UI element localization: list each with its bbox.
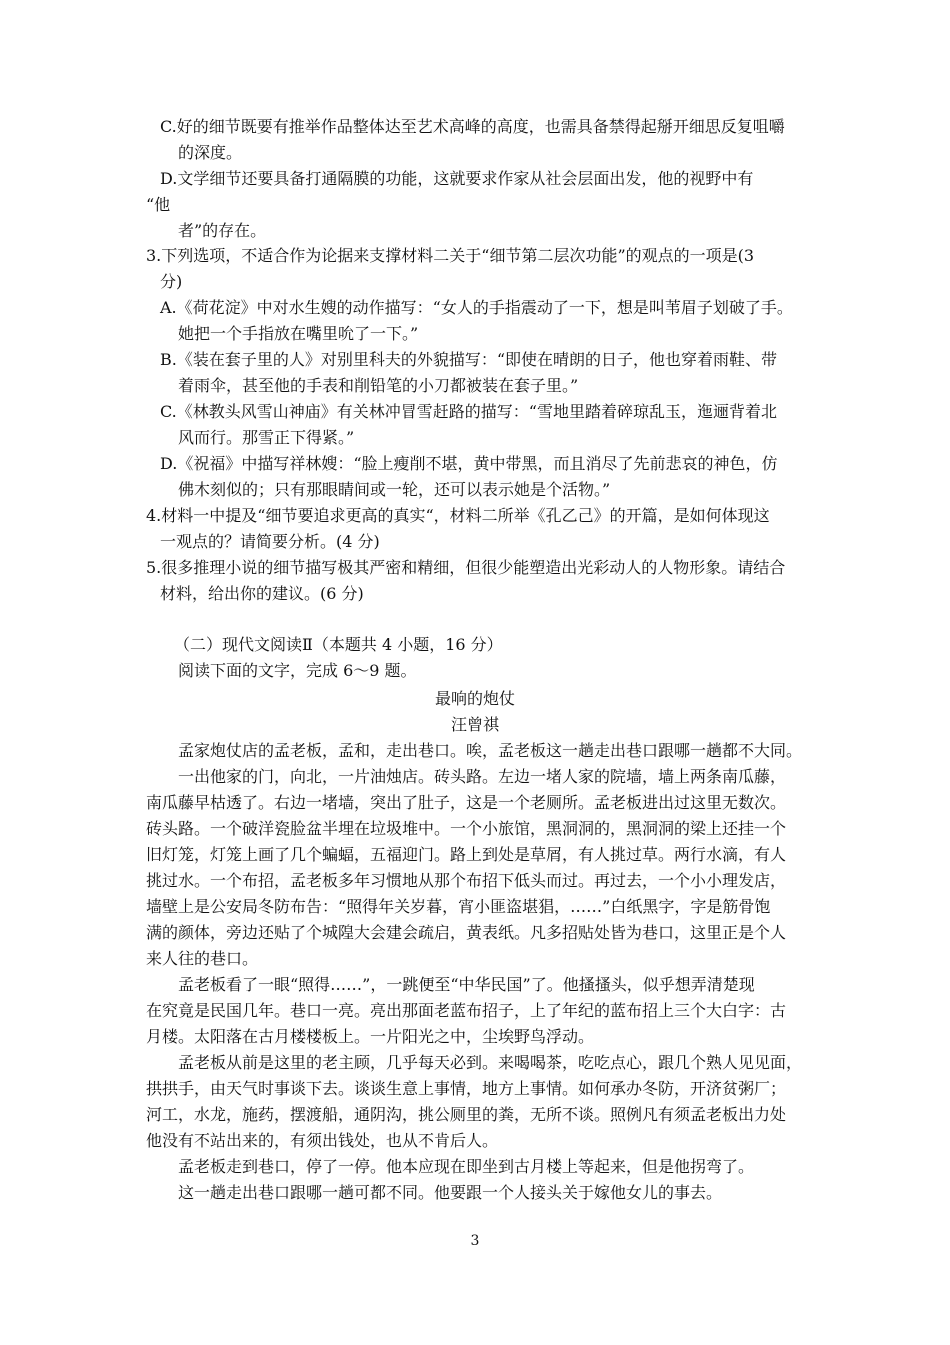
story-paragraph-6: 这一趟走出巷口跟哪一趟可都不同。他要跟一个人接头关于嫁他女儿的事去。: [178, 1183, 723, 1202]
story-paragraph-4-line-3: 河工，水龙，施药，摆渡船，通阴沟，挑公厕里的粪，无所不谈。照例凡有须孟老板出力处: [146, 1105, 787, 1124]
question-5: 5.很多推理小说的细节描写极其严密和精细，但很少能塑造出光彩动人的人物形象。请结合: [146, 558, 786, 577]
page-number: 3: [470, 1233, 480, 1249]
story-paragraph-4-line-2: 拱拱手，由天气时事谈下去。谈谈生意上事情，地方上事情。如何承办冬防，开济贫粥厂；: [146, 1079, 787, 1098]
story-paragraph-2-line-8: 来人往的巷口。: [146, 949, 259, 968]
option-c-line-1: C.好的细节既要有推举作品整体达至艺术高峰的高度，也需具备禁得起掰开细思反复咀嚼: [160, 117, 785, 136]
story-paragraph-2-line-4: 旧灯笼，灯笼上画了几个蝙蝠，五福迎门。路上到处是草屑，有人挑过草。两行水滴，有人: [146, 845, 787, 864]
story-paragraph-4-line-1: 孟老板从前是这里的老主顾，几乎每天必到。来喝喝茶，吃吃点心，跟几个熟人见见面，: [178, 1053, 803, 1072]
question-3-option-c: C.《林教头风雪山神庙》有关林冲冒雪赶路的描写：“雪地里踏着碎琼乱玉，迤逦背着北: [160, 402, 777, 421]
story-paragraph-3-line-3: 月楼。太阳落在古月楼楼板上。一片阳光之中，尘埃野鸟浮动。: [146, 1027, 595, 1046]
option-d-line-1: D.文学细节还要具备打通隔膜的功能，这就要求作家从社会层面出发，他的视野中有: [160, 169, 754, 188]
story-paragraph-4-line-4: 他没有不站出来的，有须出钱处，也从不肯后人。: [146, 1131, 499, 1150]
section-instruction: 阅读下面的文字，完成 6～9 题。: [178, 661, 417, 680]
story-title: 最响的炮仗: [434, 689, 515, 708]
question-3-stem: 3.下列选项，不适合作为论据来支撑材料二关于“细节第二层次功能”的观点的一项是(3: [146, 246, 755, 265]
question-3-option-b-cont: 着雨伞，甚至他的手表和削铅笔的小刀都被装在套子里。”: [178, 376, 579, 395]
story-paragraph-3-line-1: 孟老板看了一眼“照得……”，一跳便至“中华民国”了。他搔搔头，似乎想弄清楚现: [178, 975, 755, 994]
story-paragraph-1: 孟家炮仗店的孟老板，孟和，走出巷口。唉，孟老板这一趟走出巷口跟哪一趟都不大同。: [178, 741, 803, 760]
story-paragraph-2-line-7: 满的颜体，旁边还贴了个城隍大会建会疏启，黄表纸。凡多招贴处皆为巷口，这里正是个人: [146, 923, 787, 942]
question-3-option-b: B.《装在套子里的人》对别里科夫的外貌描写：“即使在晴朗的日子，他也穿着雨鞋、带: [160, 350, 778, 369]
question-3-option-d-cont: 佛木刻似的；只有那眼睛间或一轮，还可以表示她是个活物。”: [178, 480, 611, 499]
story-paragraph-2-line-1: 一出他家的门，向北，一片油烛店。砖头路。左边一堵人家的院墙，墙上两条南瓜藤，: [178, 767, 787, 786]
option-d-line-3: 者”的存在。: [178, 221, 267, 240]
question-3-option-a: A.《荷花淀》中对水生嫂的动作描写：“女人的手指震动了一下，想是叫苇眉子划破了手。: [160, 298, 793, 317]
question-3-option-a-cont: 她把一个手指放在嘴里吮了一下。”: [178, 324, 419, 343]
section-header: （二）现代文阅读Ⅱ（本题共 4 小题，16 分）: [174, 635, 503, 654]
story-author: 汪曾祺: [450, 715, 499, 734]
story-paragraph-2-line-6: 墙壁上是公安局冬防布告：“照得年关岁暮，宵小匪盗堪猖，……”白纸黑字，字是筋骨饱: [146, 897, 771, 916]
question-3-option-d: D.《祝福》中描写祥林嫂：“脸上瘦削不堪，黄中带黑，而且消尽了先前悲哀的神色，仿: [160, 454, 778, 473]
question-3-option-c-cont: 风而行。那雪正下得紧。”: [178, 428, 355, 447]
story-paragraph-2-line-5: 挑过水。一个布招，孟老板多年习惯地从那个布招下低头而过。再过去，一个小小理发店，: [146, 871, 787, 890]
story-paragraph-2-line-2: 南瓜藤早枯透了。右边一堵墙，突出了肚子，这是一个老厕所。孟老板进出过这里无数次。: [146, 793, 787, 812]
story-paragraph-2-line-3: 砖头路。一个破洋瓷脸盆半埋在垃圾堆中。一个小旅馆，黑洞洞的，黑洞洞的梁上还挂一个: [146, 819, 787, 838]
question-5-cont: 材料，给出你的建议。(6 分): [160, 584, 364, 603]
option-c-line-2: 的深度。: [178, 143, 243, 162]
question-4: 4.材料一中提及“细节要追求更高的真实“，材料二所举《孔乙己》的开篇，是如何体现这: [146, 506, 770, 525]
question-3-stem-cont: 分): [160, 272, 183, 291]
story-paragraph-3-line-2: 在究竟是民国几年。巷口一亮。亮出那面老蓝布招子，上了年纪的蓝布招上三个大白字：古: [146, 1001, 787, 1020]
option-d-line-2: “他: [146, 195, 171, 214]
question-4-cont: 一观点的？请简要分析。(4 分): [160, 532, 380, 551]
story-paragraph-5: 孟老板走到巷口，停了一停。他本应现在即坐到古月楼上等起来，但是他拐弯了。: [178, 1157, 755, 1176]
